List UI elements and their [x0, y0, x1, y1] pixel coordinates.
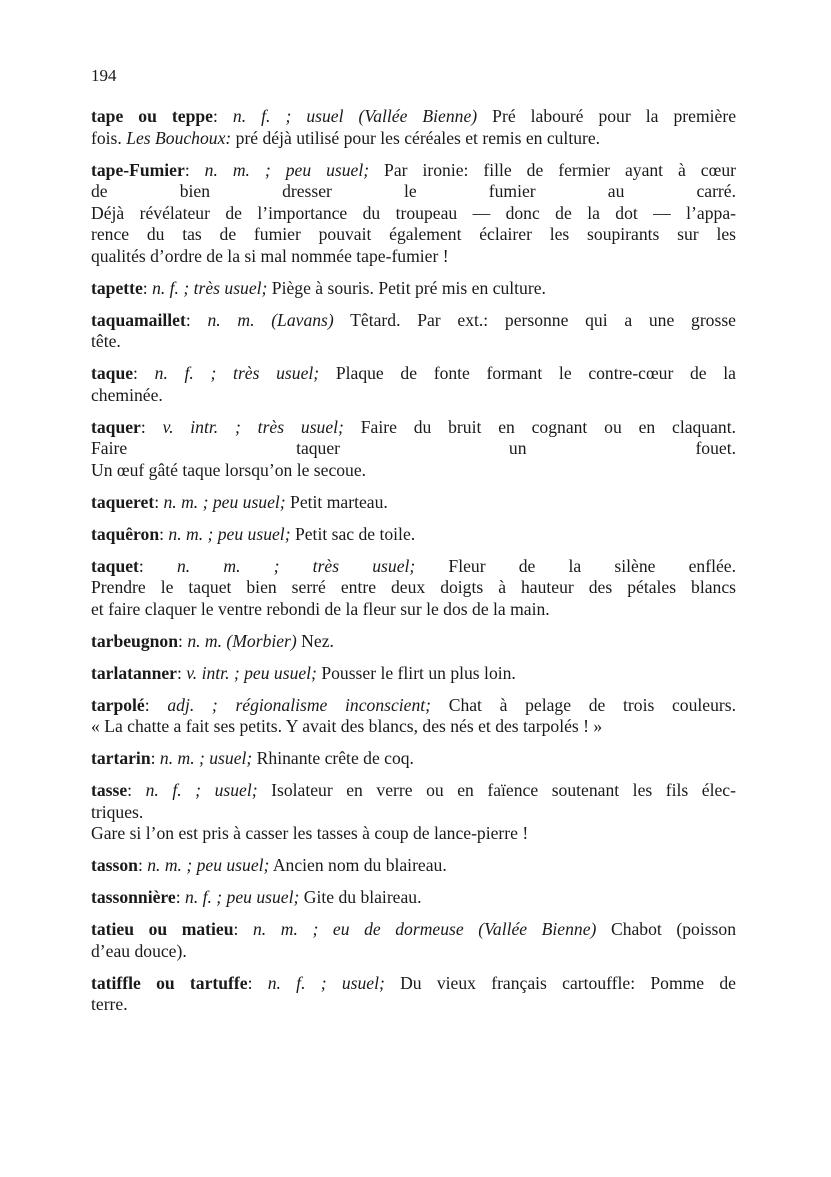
headword: taque	[91, 363, 134, 383]
grammar-note: Les Bouchoux:	[126, 127, 232, 148]
definition-text: :	[178, 630, 188, 651]
headword: tatiffle ou tartuffe	[91, 972, 248, 993]
entry-line	[91, 695, 736, 717]
dictionary-entry	[91, 695, 736, 738]
definition-text: Rhinante crête de coq.	[252, 748, 414, 768]
headword: tarlatanner	[91, 662, 177, 683]
dictionary-entry	[91, 492, 736, 514]
definition-text: triques.	[91, 801, 144, 822]
entry-line	[91, 556, 736, 578]
definition-text: Prendre le taquet bien serré entre deux doigts à hauteur des pétales blancs	[91, 577, 736, 597]
definition-text: :	[137, 855, 148, 875]
definition-text: Du vieux français cartouffle: Pomme de	[384, 972, 736, 993]
grammar-note: n. m. ; peu usuel;	[204, 159, 370, 180]
entry-line	[91, 919, 736, 941]
headword: tarpolé	[91, 694, 145, 715]
definition-text: Un œuf gâté taque lorsqu’on le secoue.	[91, 459, 367, 480]
grammar-note: n. f. ; très usuel;	[154, 363, 320, 383]
entry-line	[91, 973, 736, 995]
definition-text: :	[212, 106, 233, 126]
entry-line	[91, 438, 736, 460]
grammar-note: n. m. ; eu de dormeuse (Vallée Bienne)	[253, 919, 597, 939]
definition-text: Chabot (poisson	[596, 919, 736, 939]
definition-text: :	[177, 662, 187, 683]
definition-text: Nez.	[296, 630, 334, 651]
definition-text: Petit sac de toile.	[290, 523, 416, 544]
entry-line	[91, 224, 736, 246]
dictionary-entry	[91, 363, 736, 406]
grammar-note: n. m. ; peu usuel;	[147, 855, 270, 875]
entry-line	[91, 663, 736, 685]
entry-line	[91, 106, 736, 128]
dictionary-entry	[91, 663, 736, 685]
grammar-note: n. f. ; usuel;	[267, 972, 385, 993]
headword: taquêron	[91, 523, 160, 544]
dictionary-entry	[91, 278, 736, 300]
grammar-note: n. m. ; très usuel;	[176, 555, 416, 576]
definition-text: :	[175, 887, 186, 907]
grammar-note: n. f. ; peu usuel;	[185, 887, 300, 907]
definition-text: Déjà révélateur de l’importance du troupeau — donc de la dot — l’appa-	[91, 202, 736, 223]
headword: taquer	[91, 416, 141, 437]
dictionary-entry	[91, 310, 736, 353]
entry-line	[91, 331, 736, 353]
dictionary-entry	[91, 631, 736, 653]
definition-text: et faire claquer le ventre rebondi de la fleur sur le dos de la main.	[91, 598, 550, 619]
headword: tapette	[91, 277, 143, 298]
definition-text: d’eau douce).	[91, 940, 187, 961]
definition-text: rence du tas de fumier pouvait également éclairer les soupirants sur les	[91, 224, 736, 244]
definition-text: Petit marteau.	[285, 491, 388, 512]
definition-text: Plaque de fonte formant le contre-cœur de la	[319, 363, 736, 383]
dictionary-entry	[91, 887, 736, 909]
entry-line	[91, 780, 736, 802]
grammar-note: n. m. ; peu usuel;	[163, 491, 286, 512]
entry-line	[91, 941, 736, 963]
definition-text: :	[184, 159, 205, 180]
entry-line	[91, 823, 736, 845]
entry-line	[91, 417, 736, 439]
headword: tape-Fumier	[91, 159, 185, 180]
entry-line	[91, 460, 736, 482]
dictionary-entry	[91, 160, 736, 268]
definition-text: :	[159, 523, 169, 544]
entry-line	[91, 994, 736, 1016]
entry-line	[91, 802, 736, 824]
headword: tassonnière	[91, 887, 176, 907]
definition-text: :	[247, 972, 268, 993]
entry-line	[91, 599, 736, 621]
definition-text: Chat à pelage de trois couleurs.	[431, 694, 736, 715]
definition-text: :	[144, 694, 168, 715]
definition-text: :	[154, 491, 164, 512]
definition-text: Pré labouré pour la première	[477, 106, 736, 126]
grammar-note: n. f. ; très usuel;	[152, 277, 268, 298]
definition-text: pré déjà utilisé pour les céréales et remis en culture.	[231, 127, 601, 148]
dictionary-entry	[91, 556, 736, 621]
definition-text: Pousser le flirt un plus loin.	[316, 662, 516, 683]
headword: taquamaillet	[91, 309, 186, 330]
entry-line	[91, 278, 736, 300]
grammar-note: n. m. ; usuel;	[159, 748, 253, 768]
definition-text: Piège à souris. Petit pré mis en culture.	[267, 277, 546, 298]
definition-text: :	[233, 919, 253, 939]
page-number: 194	[91, 66, 117, 85]
grammar-note: v. intr. ; très usuel;	[162, 416, 344, 437]
entry-line	[91, 310, 736, 332]
entry-line	[91, 855, 736, 877]
dictionary-entry	[91, 780, 736, 845]
entry-line	[91, 128, 736, 150]
dictionary-entry	[91, 855, 736, 877]
dictionary-entry	[91, 417, 736, 482]
headword: taquet	[91, 555, 139, 576]
definition-text: :	[140, 416, 163, 437]
entry-line	[91, 887, 736, 909]
entry-line	[91, 385, 736, 407]
definition-text: :	[185, 309, 208, 330]
definition-text: de bien dresser le fumier au carré.	[91, 181, 736, 201]
dictionary-entry	[91, 919, 736, 962]
definition-text: :	[150, 748, 160, 768]
definition-text: :	[133, 363, 155, 383]
grammar-note: v. intr. ; peu usuel;	[186, 662, 317, 683]
grammar-note: n. m. ; peu usuel;	[168, 523, 291, 544]
headword: tasse	[91, 780, 128, 800]
definition-text: :	[127, 780, 146, 800]
entry-line	[91, 181, 736, 203]
definition-text: cheminée.	[91, 384, 163, 405]
definition-text: tête.	[91, 331, 121, 351]
grammar-note: n. f. ; usuel (Vallée Bienne)	[232, 106, 478, 126]
definition-text: Gite du blaireau.	[299, 887, 422, 907]
definition-text: Têtard. Par ext.: personne qui a une grosse	[333, 309, 736, 330]
entry-line	[91, 160, 736, 182]
definition-text: Gare si l’on est pris à casser les tasses à coup de lance-pierre !	[91, 823, 529, 843]
dictionary-entry	[91, 106, 736, 149]
dictionary-entry	[91, 748, 736, 770]
entry-line	[91, 748, 736, 770]
grammar-note: adj. ; régionalisme inconscient;	[167, 694, 432, 715]
definition-text: terre.	[91, 994, 128, 1014]
entry-line	[91, 524, 736, 546]
entry-line	[91, 363, 736, 385]
definition-text: qualités d’ordre de la si mal nommée tape-fumier !	[91, 245, 449, 266]
grammar-note: n. m. (Morbier)	[187, 630, 297, 651]
definition-text: :	[138, 555, 177, 576]
entry-line	[91, 246, 736, 268]
definition-text: Isolateur en verre ou en faïence soutenant les fils élec-	[257, 780, 736, 800]
entry-line	[91, 577, 736, 599]
definition-text: Fleur de la silène enflée.	[415, 555, 736, 576]
definition-text: Ancien nom du blaireau.	[269, 855, 447, 875]
headword: tarbeugnon	[91, 630, 179, 651]
grammar-note: n. f. ; usuel;	[145, 780, 258, 800]
dictionary-entry	[91, 973, 736, 1016]
grammar-note: n. m. (Lavans)	[207, 309, 334, 330]
definition-text: Faire du bruit en cognant ou en claquant.	[343, 416, 736, 437]
entry-line	[91, 716, 736, 738]
definition-text: Faire taquer un fouet.	[91, 438, 736, 458]
headword: taqueret	[91, 491, 155, 512]
definition-text: fois.	[91, 127, 127, 148]
definition-text: :	[142, 277, 153, 298]
entry-line	[91, 203, 736, 225]
headword: tatieu ou matieu	[91, 919, 234, 939]
headword: tartarin	[91, 748, 151, 768]
headword: tasson	[91, 855, 138, 875]
entry-line	[91, 631, 736, 653]
dictionary-entry	[91, 524, 736, 546]
entry-line	[91, 492, 736, 514]
definition-text: Par ironie: fille de fermier ayant à cœur	[369, 159, 736, 180]
entry-list	[91, 106, 736, 1026]
definition-text: « La chatte a fait ses petits. Y avait des blancs, des nés et des tarpolés ! »	[91, 716, 603, 736]
headword: tape ou teppe	[91, 106, 213, 126]
